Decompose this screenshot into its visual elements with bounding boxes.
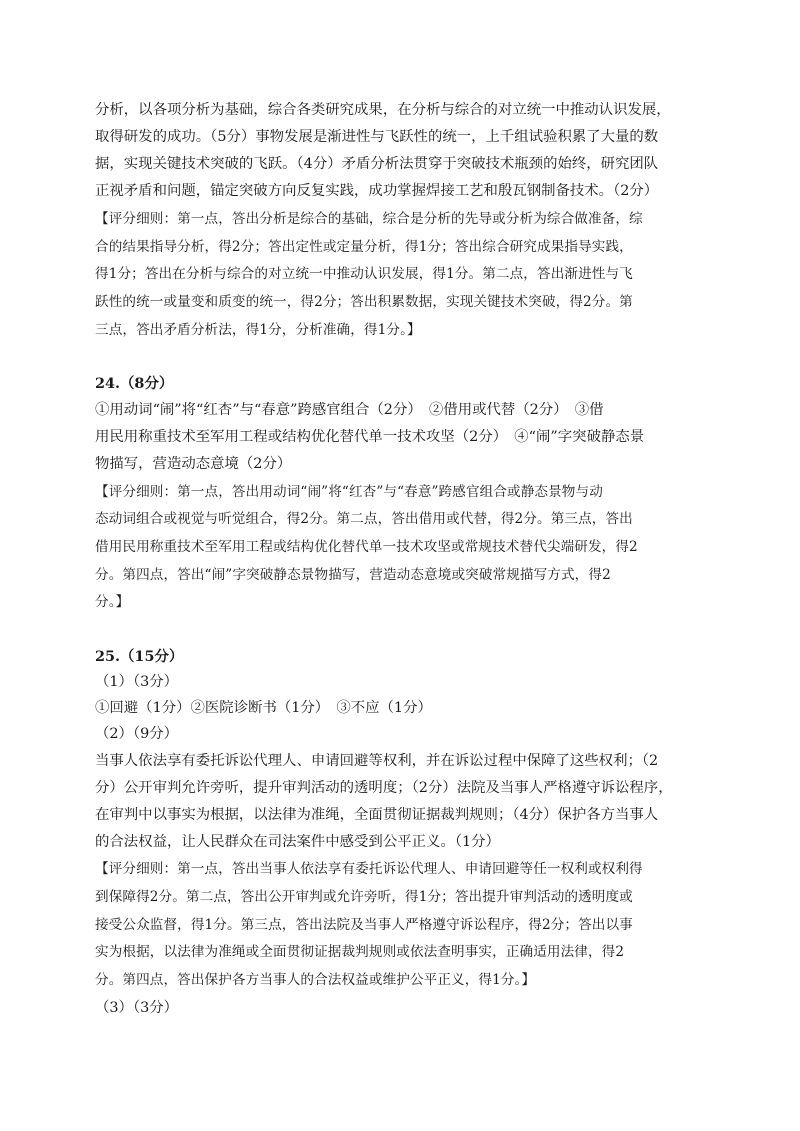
rubric-line: 分。】 (95, 594, 130, 610)
rubric-line: 三点，答出矛盾分析法，得1分，分析准确，得1分。】 (95, 322, 421, 338)
rubric-line: 跃性的统一或量变和质变的统一，得2分；答出积累数据，实现关键技术突破，得2分。第 (95, 294, 633, 310)
answer-line: 取得研发的成功。（5分）事物发展是渐进性与飞跃性的统一，上千组试验积累了大量的数 (95, 129, 659, 145)
rubric-line: 分。第四点，答出“闹”字突破静态景物描写，营造动态意境或突破常规描写方式，得2 (95, 567, 611, 583)
sub-question-2-label: （2）（9分） (95, 726, 179, 742)
rubric-line: 分。第四点，答出保护各方当事人的合法权益或维护公平正义，得1分。】 (95, 972, 536, 988)
sub-question-1-label: （1）（3分） (95, 674, 179, 690)
answer-line: 用民用称重技术至军用工程或结构优化替代单一技术攻坚（2分） ④“闹”字突破静态景 (95, 429, 645, 445)
rubric-line: 到保障得2分。第二点，答出公开审判或允许旁听，得1分；答出提升审判活动的透明度或 (95, 889, 633, 905)
rubric-line: 【评分细则：第一点，答出用动词“闹”将“红杏”与“春意”跨感官组合或静态景物与动 (95, 484, 603, 500)
rubric-line: 【评分细则：第一点，答出分析是综合的基础，综合是分析的先导或分析为综合做准备，综 (95, 211, 643, 227)
answer-line: 分析，以各项分析为基础，综合各类研究成果，在分析与综合的对立统一中推动认识发展， (95, 102, 671, 118)
answer-line: 的合法权益，让人民群众在司法案件中感受到公平正义。（1分） (95, 834, 500, 850)
rubric-line: 合的结果指导分析，得2分；答出定性或定量分析，得1分；答出综合研究成果指导实践， (95, 239, 633, 255)
answer-line: ①用动词“闹”将“红杏”与“春意”跨感官组合（2分） ②借用或代替（2分） ③借 (95, 402, 604, 418)
rubric-line: 态动词组合或视觉与听觉组合，得2分。第二点，答出借用或代替，得2分。第三点，答出 (95, 511, 633, 527)
answer-line: 正视矛盾和问题，锚定突破方向反复实践，成功掌握焊接工艺和殷瓦钢制备技术。（2分） (95, 183, 659, 199)
answer-line: 在审判中以事实为根据，以法律为准绳，全面贯彻证据裁判规则；（4分）保护各方当事人 (95, 807, 659, 823)
rubric-line: 得1分；答出在分析与综合的对立统一中推动认识发展，得1分。第二点，答出渐进性与飞 (95, 266, 633, 282)
sub-question-1-answer: ①回避（1分）②医院诊断书（1分） ③不应（1分） (95, 700, 432, 716)
rubric-line: 接受公众监督，得1分。第三点，答出法院及当事人严格遵守诉讼程序，得2分；答出以事 (95, 917, 633, 933)
question-25-heading: 25.（15分） (95, 648, 184, 665)
answer-line: 据，实现关键技术突破的飞跃。（4分）矛盾分析法贯穿于突破技术瓶颈的始终，研究团队 (95, 156, 659, 172)
answer-line: 分）公开审判允许旁听，提升审判活动的透明度；（2分）法院及当事人严格遵守诉讼程序， (95, 780, 673, 796)
rubric-line: 实为根据，以法律为准绳或全面贯彻证据裁判规则或依法查明事实，正确适用法律，得2 (95, 944, 625, 960)
answer-line: 物描写，营造动态意境（2分） (95, 456, 292, 472)
sub-question-3-label: （3）（3分） (95, 1000, 179, 1016)
answer-line: 当事人依法享有委托诉讼代理人、申请回避等权利，并在诉讼过程中保障了这些权利；（2 (95, 753, 659, 769)
rubric-line: 【评分细则：第一点，答出当事人依法享有委托诉讼代理人、申请回避等任一权利或权利得 (95, 861, 643, 877)
question-24-heading: 24.（8分） (95, 375, 174, 392)
rubric-line: 借用民用称重技术至军用工程或结构优化替代单一技术攻坚或常规技术替代尖端研发，得2 (95, 539, 638, 555)
